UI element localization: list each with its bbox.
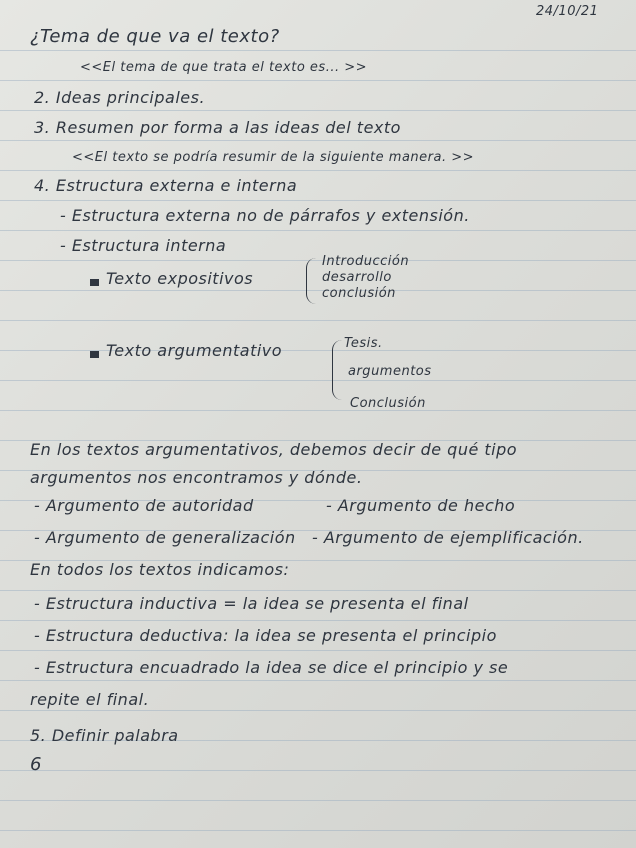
answer-template-3: <<El texto se podría resumir de la siguiente manera. >> (72, 150, 475, 165)
argument-generalization-text: - Argumento de generalización (34, 528, 296, 547)
brace-mark (306, 258, 321, 304)
framed-structure-text: - Estructura encuadrado la idea se dice el principio y se (34, 658, 509, 677)
paragraph-line-2: argumentos nos encontramos y dónde. (30, 468, 363, 487)
external-structure-text: - Estructura externa no de párrafos y extensión. (60, 206, 470, 225)
question-1-text: ¿Tema de que va el texto? (30, 26, 280, 47)
conclusion-label-2: Conclusión (350, 396, 426, 411)
argument-example-text: - Argumento de ejemplificación. (312, 528, 584, 547)
bullet-mark (90, 351, 99, 358)
paragraph-line-1: En los textos argumentativos, debemos decir de qué tipo (30, 440, 518, 459)
conclusion-label-1: conclusión (322, 286, 396, 301)
argument-fact-text: - Argumento de hecho (326, 496, 516, 515)
bullet-mark (90, 279, 99, 286)
item-3-text: 3. Resumen por forma a las ideas del texto (34, 118, 401, 137)
item-6-text: 6 (30, 754, 42, 775)
arguments-label: argumentos (348, 364, 432, 379)
argument-authority-text: - Argumento de autoridad (34, 496, 254, 515)
argumentative-text-label: Texto argumentativo (106, 341, 283, 360)
internal-structure-text: - Estructura interna (60, 236, 227, 255)
expository-text-label: Texto expositivos (106, 269, 254, 288)
intro-label: Introducción (322, 254, 410, 269)
development-label: desarrollo (322, 270, 392, 285)
framed-structure-continued-text: repite el final. (30, 690, 150, 709)
inductive-structure-text: - Estructura inductiva = la idea se presenta el final (34, 594, 469, 613)
thesis-label: Tesis. (344, 336, 383, 351)
structures-intro-text: En todos los textos indicamos: (30, 560, 290, 579)
item-5-text: 5. Definir palabra (30, 726, 179, 745)
item-4-text: 4. Estructura externa e interna (34, 176, 298, 195)
date-text: 24/10/21 (536, 4, 599, 19)
answer-template-1: <<El tema de que trata el texto es... >> (80, 60, 368, 75)
deductive-structure-text: - Estructura deductiva: la idea se presenta el principio (34, 626, 497, 645)
brace-mark (332, 340, 347, 400)
item-2-text: 2. Ideas principales. (34, 88, 206, 107)
